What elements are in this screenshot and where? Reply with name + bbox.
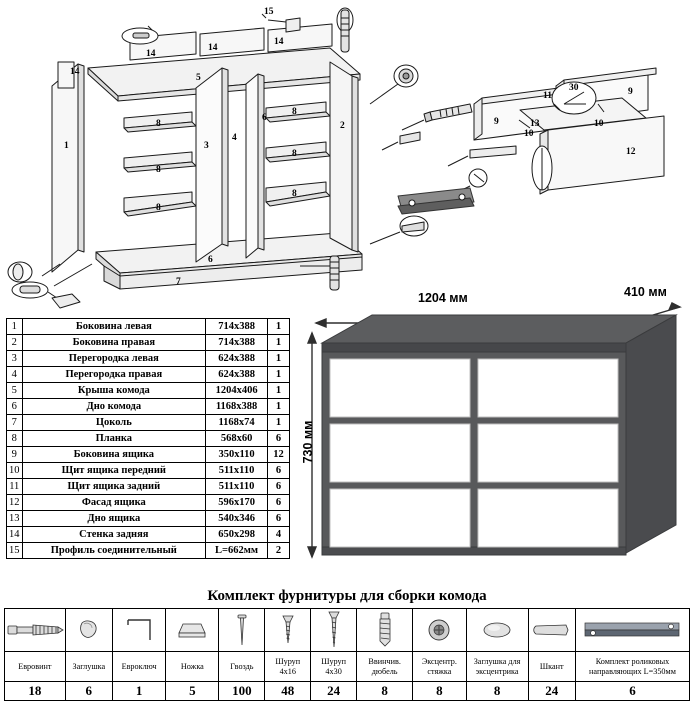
part-dimension: 650x298: [206, 527, 268, 543]
furniture-leg-icon: [175, 619, 209, 641]
part-number: 6: [7, 399, 23, 415]
part-quantity: 1: [268, 351, 290, 367]
part-quantity: 6: [268, 431, 290, 447]
part-quantity: 4: [268, 527, 290, 543]
table-row: [7, 431, 290, 447]
table-row: [7, 479, 290, 495]
part-name: Планка: [22, 431, 206, 447]
exploded-assembly-drawing: [0, 0, 694, 315]
part-dimension: 540x346: [206, 511, 268, 527]
hardware-section-title: Комплект фурнитуры для сборки комода: [207, 588, 487, 604]
hardware-label: Шуруп 4x30: [311, 652, 357, 682]
part-quantity: 6: [268, 511, 290, 527]
part-name: Щит ящика передний: [22, 463, 206, 479]
callout-2: 2: [340, 121, 345, 131]
part-number: 9: [7, 447, 23, 463]
cap-plug-icon: [77, 619, 101, 641]
part-dimension: 1168x74: [206, 415, 268, 431]
hardware-count: 5: [166, 682, 219, 701]
hardware-label: Эксцентр. стяжка: [413, 652, 466, 682]
screw-4x16-icon: [281, 613, 295, 647]
part-number: 12: [7, 495, 23, 511]
part-number: 11: [7, 479, 23, 495]
table-row: [7, 495, 290, 511]
part-quantity: 2: [268, 543, 290, 559]
width-dimension-label: 1204 мм: [418, 291, 468, 305]
callout-11: 11: [543, 91, 552, 101]
hardware-count: 24: [311, 682, 357, 701]
callout-9a: 9: [494, 117, 499, 127]
hardware-icon-cell: [311, 609, 357, 652]
callout-3: 3: [204, 141, 209, 151]
part-name: Цоколь: [22, 415, 206, 431]
part-number: 3: [7, 351, 23, 367]
hardware-icon-cell: [528, 609, 575, 652]
hardware-label: Гвоздь: [219, 652, 265, 682]
hardware-icon-cell: [219, 609, 265, 652]
callout-14a: 14: [70, 67, 80, 77]
drawer-slide-icon: [583, 620, 681, 640]
cam-cover-icon: [482, 621, 512, 639]
hardware-icon-cell: [466, 609, 528, 652]
callout-6b: 6: [208, 255, 213, 265]
hardware-icon-cell: [5, 609, 66, 652]
part-dimension: 624x388: [206, 351, 268, 367]
part-dimension: L=662мм: [206, 543, 268, 559]
callout-30: 30: [569, 83, 579, 93]
part-dimension: 714x388: [206, 319, 268, 335]
part-dimension: 1204x406: [206, 383, 268, 399]
hardware-icon-cell: [575, 609, 689, 652]
callout-10: 10: [524, 129, 534, 139]
part-number: 10: [7, 463, 23, 479]
hardware-count: 48: [265, 682, 311, 701]
part-name: Боковина правая: [22, 335, 206, 351]
dowel-icon: [532, 623, 572, 637]
table-row: [7, 415, 290, 431]
hardware-count: 24: [528, 682, 575, 701]
part-name: Фасад ящика: [22, 495, 206, 511]
hardware-count: 6: [575, 682, 689, 701]
part-name: Щит ящика задний: [22, 479, 206, 495]
parts-table-body: [7, 319, 290, 559]
part-number: 15: [7, 543, 23, 559]
part-quantity: 1: [268, 415, 290, 431]
hardware-label: Заглушка: [65, 652, 112, 682]
part-quantity: 6: [268, 463, 290, 479]
hardware-label: Ввинчив. дюбель: [357, 652, 413, 682]
part-name: Боковина левая: [22, 319, 206, 335]
part-number: 14: [7, 527, 23, 543]
hardware-count: 100: [219, 682, 265, 701]
screw-in-dowel-icon: [377, 611, 393, 649]
callout-8e: 8: [292, 149, 297, 159]
callout-4: 4: [232, 133, 237, 143]
hardware-label: Шкант: [528, 652, 575, 682]
table-row: [7, 527, 290, 543]
table-row: [7, 335, 290, 351]
part-number: 8: [7, 431, 23, 447]
table-row: [7, 463, 290, 479]
part-dimension: 624x388: [206, 367, 268, 383]
hardware-label: Евроключ: [112, 652, 165, 682]
callout-8a: 8: [156, 119, 161, 129]
screw-4x30-icon: [327, 610, 341, 650]
hardware-count: 6: [65, 682, 112, 701]
hardware-label: Евровинт: [5, 652, 66, 682]
callout-10b: 10: [594, 119, 604, 129]
depth-dimension-label: 410 мм: [624, 285, 667, 299]
hardware-icon-cell: [357, 609, 413, 652]
part-number: 5: [7, 383, 23, 399]
part-name: Стенка задняя: [22, 527, 206, 543]
product-render: [300, 285, 694, 585]
part-quantity: 12: [268, 447, 290, 463]
table-row: [7, 383, 290, 399]
part-name: Перегородка левая: [22, 351, 206, 367]
hardware-label: Комплект роликовых направляющих L=350мм: [575, 652, 689, 682]
part-dimension: 511x110: [206, 463, 268, 479]
callout-6: 6: [262, 113, 267, 123]
part-quantity: 6: [268, 479, 290, 495]
callout-12: 12: [626, 147, 636, 157]
part-number: 2: [7, 335, 23, 351]
table-row: [7, 319, 290, 335]
part-quantity: 1: [268, 383, 290, 399]
hardware-icon-cell: [265, 609, 311, 652]
part-name: Перегородка правая: [22, 367, 206, 383]
callout-13: 13: [530, 119, 540, 129]
part-name: Боковина ящика: [22, 447, 206, 463]
cam-lock-icon: [426, 617, 452, 643]
hardware-label: Заглушка для эксцентрика: [466, 652, 528, 682]
euro-key-icon: [122, 616, 156, 644]
hardware-icon-cell: [166, 609, 219, 652]
part-quantity: 1: [268, 367, 290, 383]
part-quantity: 1: [268, 319, 290, 335]
part-quantity: 6: [268, 495, 290, 511]
callout-7a: 7: [176, 277, 181, 287]
table-row: [7, 511, 290, 527]
table-row: [7, 399, 290, 415]
part-number: 1: [7, 319, 23, 335]
hardware-icon-cell: [65, 609, 112, 652]
callout-8d: 8: [292, 107, 297, 117]
part-name: Дно ящика: [22, 511, 206, 527]
hardware-icon-cell: [112, 609, 165, 652]
callout-8f: 8: [292, 189, 297, 199]
callout-14c: 14: [208, 43, 218, 53]
hardware-label: Ножка: [166, 652, 219, 682]
hardware-count: 8: [357, 682, 413, 701]
part-number: 4: [7, 367, 23, 383]
table-row: [7, 543, 290, 559]
hardware-count: 1: [112, 682, 165, 701]
table-row: [7, 447, 290, 463]
height-dimension-label: 730 мм: [301, 420, 315, 464]
callout-5: 5: [196, 73, 201, 83]
callout-1: 1: [64, 141, 69, 151]
euro-screw-icon: [6, 622, 64, 638]
callout-8c: 8: [156, 203, 161, 213]
parts-list-table: [6, 318, 290, 559]
part-number: 7: [7, 415, 23, 431]
hardware-icon-cell: [413, 609, 466, 652]
hardware-table: [4, 608, 690, 701]
part-name: Дно комода: [22, 399, 206, 415]
part-dimension: 511x110: [206, 479, 268, 495]
part-dimension: 596x170: [206, 495, 268, 511]
callout-14b: 14: [146, 49, 156, 59]
hardware-count: 18: [5, 682, 66, 701]
nail-icon: [237, 613, 247, 647]
part-name: Профиль соединительный: [22, 543, 206, 559]
part-dimension: 568x60: [206, 431, 268, 447]
callout-8b: 8: [156, 165, 161, 175]
part-dimension: 714x388: [206, 335, 268, 351]
hardware-label: Шуруп 4x16: [265, 652, 311, 682]
table-row: [7, 351, 290, 367]
hardware-count: 8: [466, 682, 528, 701]
part-quantity: 1: [268, 399, 290, 415]
hardware-count: 8: [413, 682, 466, 701]
callout-15: 15: [264, 7, 274, 17]
part-number: 13: [7, 511, 23, 527]
part-name: Крыша комода: [22, 383, 206, 399]
table-row: [7, 367, 290, 383]
part-dimension: 1168x388: [206, 399, 268, 415]
callout-14d: 14: [274, 37, 284, 47]
callout-9b: 9: [628, 87, 633, 97]
part-dimension: 350x110: [206, 447, 268, 463]
part-quantity: 1: [268, 335, 290, 351]
